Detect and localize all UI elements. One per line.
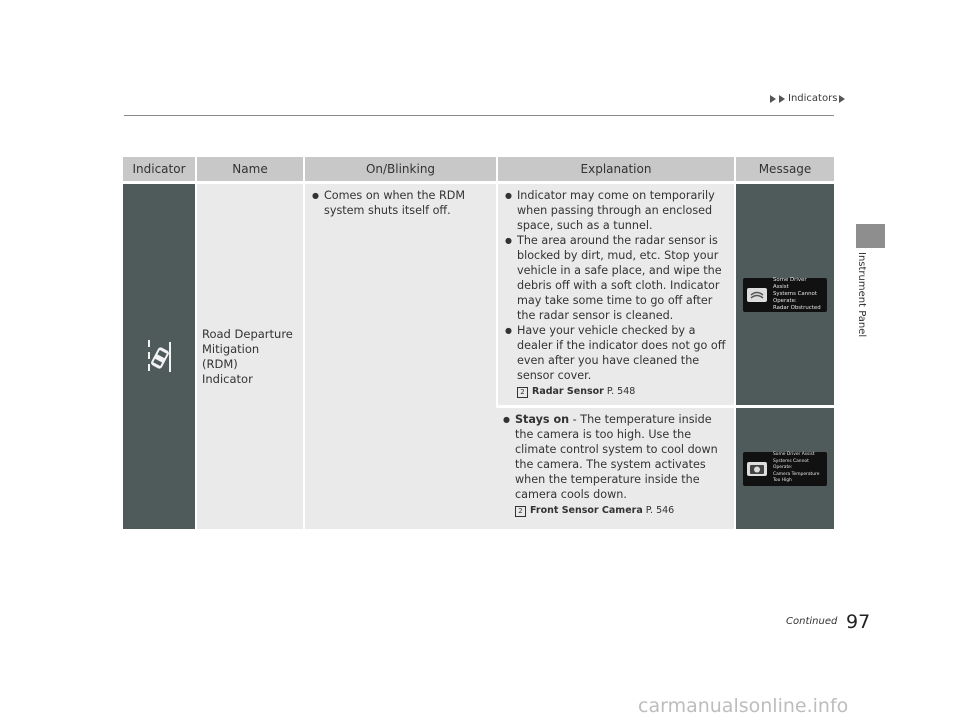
cross-reference[interactable] — [501, 503, 730, 518]
name-cell — [195, 181, 303, 529]
message-display — [743, 452, 827, 486]
explanation-cell — [496, 405, 734, 529]
name-line: Mitigation (RDM) — [202, 341, 260, 371]
message-line: Systems Cannot Operate: — [773, 458, 809, 471]
section-tab — [856, 224, 885, 248]
reference-arrow-icon: 2 — [517, 387, 528, 398]
header-on-blinking: On/Blinking — [303, 157, 496, 181]
message-line: Camera Temperature — [773, 471, 820, 477]
breadcrumb-label: Indicators — [788, 93, 838, 104]
table-header-row — [123, 157, 834, 181]
reference-arrow-icon: 2 — [515, 506, 526, 517]
indicator-cell — [123, 181, 195, 529]
list-item: ● Have your vehicle checked by a dealer if the indicator does not go off even after you have cleaned the sensor cover. — [503, 323, 730, 383]
message-line: Systems Cannot — [773, 291, 817, 297]
camera-icon — [747, 462, 767, 476]
message-line: Some Driver Assist — [773, 452, 815, 458]
name-line: Indicator — [202, 371, 253, 386]
breadcrumb-arrow-icon — [839, 95, 845, 103]
message-display — [743, 278, 827, 312]
stays-on-text: - The temperature inside the camera is too high. Use the climate control system to cool down the camera. The system activates when the temperature inside the camera cools down. — [515, 413, 718, 501]
message-line: Radar Obstructed — [773, 305, 821, 311]
list-item: ● Comes on when the RDM system shuts itself off. — [310, 188, 492, 218]
continued-label: Continued — [786, 616, 838, 627]
header-explanation: Explanation — [496, 157, 734, 181]
reference-page: P. 546 — [645, 505, 675, 516]
list-item: ● Indicator may come on temporarily when passing through an enclosed space, such as a tunnel. — [503, 188, 730, 233]
radar-sensor-icon — [747, 288, 767, 302]
table-row — [123, 181, 834, 405]
on-blinking-cell — [303, 181, 496, 529]
breadcrumb-arrow-icon — [779, 95, 785, 103]
message-line: Too High — [773, 478, 792, 484]
watermark: carmanualsonline.info — [638, 695, 849, 717]
reference-label: Front Sensor Camera — [530, 505, 643, 516]
cross-reference[interactable] — [503, 384, 730, 399]
list-item — [501, 412, 730, 502]
list-item: ● The area around the radar sensor is blocked by dirt, mud, etc. Stop your vehicle in a safe place, and wipe the debris off with a soft cloth. Indicator may take some time to go off after the radar sensor is cleaned. — [503, 233, 730, 323]
stays-on-label: Stays on — [515, 413, 570, 426]
name-line: Road Departure — [202, 326, 293, 341]
header-message: Message — [734, 157, 834, 181]
section-label: Instrument Panel — [856, 252, 867, 338]
message-cell — [734, 405, 834, 529]
indicator-table — [123, 157, 834, 529]
breadcrumb-arrow-icon — [770, 95, 776, 103]
message-cell — [734, 181, 834, 405]
page-number: 97 — [846, 611, 871, 633]
breadcrumb — [770, 93, 846, 104]
message-line: Some Driver Assist — [773, 277, 807, 290]
reference-label: Radar Sensor — [532, 386, 604, 397]
reference-page: P. 548 — [606, 386, 636, 397]
explanation-cell — [496, 181, 734, 405]
header-indicator: Indicator — [123, 157, 195, 181]
rdm-indicator-icon — [143, 338, 175, 376]
header-rule — [124, 115, 834, 116]
header-name: Name — [195, 157, 303, 181]
message-line: Operate: — [773, 298, 797, 304]
